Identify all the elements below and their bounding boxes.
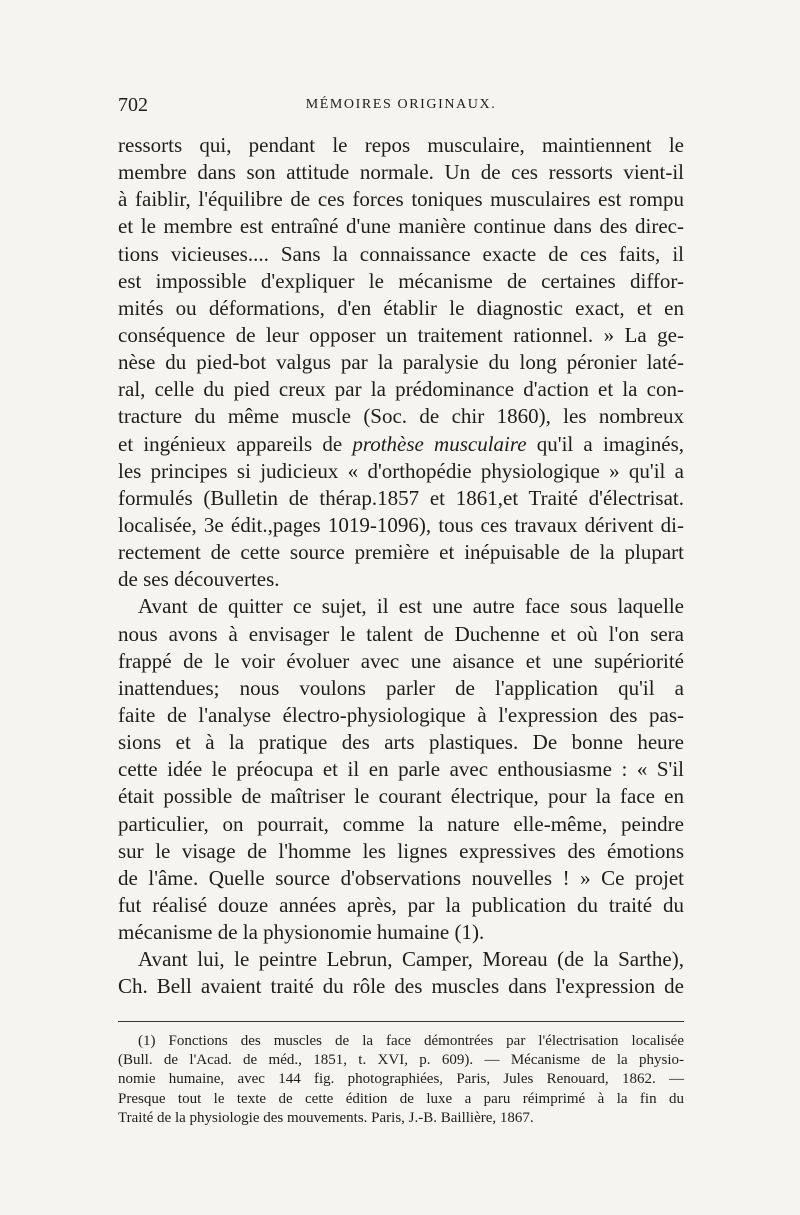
- text-segment: et ingénieux appareils de: [118, 431, 343, 456]
- running-title: MÉMOIRES ORIGINAUX.: [305, 97, 497, 112]
- text-line: ral, celle du pied creux par la prédominance d'action et la con-: [118, 377, 684, 402]
- footnote-line: (Bull. de l'Acad. de méd., 1851, t. XVI, p. 609). — Mécanisme de la physio-: [118, 1051, 684, 1068]
- text-line: inattendues; nous voulons parler de l'application qu'il a: [118, 675, 684, 700]
- text-line: nèse du pied-bot valgus par la paralysie du long péronier laté-: [118, 350, 684, 375]
- text-line: mécanisme de la physionomie humaine (1).: [118, 920, 485, 945]
- text-line: Ch. Bell avaient traité du rôle des muscles dans l'expression de: [118, 974, 684, 999]
- text-line: et le membre est entraîné d'une manière continue dans des direc-: [118, 214, 684, 239]
- footnote-divider: [118, 1021, 684, 1022]
- text-line: les principes si judicieux « d'orthopédie physiologique » qu'il a: [118, 458, 684, 483]
- footnote-line: Presque tout le texte de cette édition de luxe a paru réimprimé à la fin du: [118, 1090, 684, 1107]
- text-line: faite de l'analyse électro-physiologique à l'expression des pas-: [118, 702, 684, 727]
- text-line: Avant lui, le peintre Lebrun, Camper, Moreau (de la Sarthe),: [138, 947, 684, 972]
- page-number: 702: [118, 94, 148, 116]
- text-line: sur le visage de l'homme les lignes expressives des émotions: [118, 838, 684, 863]
- page-header: [118, 92, 684, 118]
- text-line: formulés (Bulletin de thérap.1857 et 1861,et Traité d'électrisat.: [118, 485, 684, 510]
- text-line: est impossible d'expliquer le mécanisme de certaines diffor-: [118, 268, 684, 293]
- text-line: sions et à la pratique des arts plastiques. De bonne heure: [118, 730, 684, 755]
- text-line: [118, 431, 684, 458]
- italic-term: prothèse musculaire: [352, 431, 527, 456]
- text-line: frappé de le voir évoluer avec une aisance et une supériorité: [118, 648, 684, 673]
- text-line: localisée, 3e édit.,pages 1019-1096), tous ces travaux dérivent di-: [118, 512, 684, 537]
- text-segment: qu'il a imaginés,: [536, 431, 685, 456]
- text-line: rectement de cette source première et inépuisable de la plupart: [118, 540, 684, 565]
- footnote: [118, 1032, 684, 1129]
- footnote-line: (1) Fonctions des muscles de la face démontrées par l'électrisation localisée: [138, 1032, 684, 1049]
- page: [118, 92, 684, 1128]
- footnote-line: nomie humaine, avec 144 fig. photographiées, Paris, Jules Renouard, 1862. —: [118, 1071, 684, 1088]
- footnote-line: Traité de la physiologie des mouvements. Paris, J.-B. Baillière, 1867.: [118, 1110, 534, 1127]
- text-line: à faiblir, l'équilibre de ces forces toniques musculaires est rompu: [118, 187, 684, 212]
- text-line: tracture du même muscle (Soc. de chir 1860), les nombreux: [118, 404, 684, 429]
- text-line: mités ou déformations, d'en établir le diagnostic exact, et en: [118, 295, 684, 320]
- text-line: de l'âme. Quelle source d'observations nouvelles ! » Ce projet: [118, 865, 684, 890]
- text-line: était possible de maîtriser le courant électrique, pour la face en: [118, 784, 684, 809]
- text-line: particulier, on pourrait, comme la nature elle-même, peindre: [118, 811, 684, 836]
- text-line: conséquence de leur opposer un traitement rationnel. » La ge-: [118, 322, 684, 347]
- text-line: ressorts qui, pendant le repos musculaire, maintiennent le: [118, 133, 684, 157]
- text-line: cette idée le préocupa et il en parle avec enthousiasme : « S'il: [118, 757, 684, 782]
- text-line: fut réalisé douze années après, par la publication du traité du: [118, 892, 684, 917]
- main-text: [118, 132, 684, 1001]
- text-line: nous avons à envisager le talent de Duchenne et où l'on sera: [118, 621, 684, 646]
- text-line: Avant de quitter ce sujet, il est une autre face sous laquelle: [138, 594, 684, 619]
- text-line: membre dans son attitude normale. Un de ces ressorts vient-il: [118, 160, 684, 185]
- text-line: de ses découvertes.: [118, 567, 280, 592]
- text-line: tions vicieuses.... Sans la connaissance exacte de ces faits, il: [118, 241, 684, 266]
